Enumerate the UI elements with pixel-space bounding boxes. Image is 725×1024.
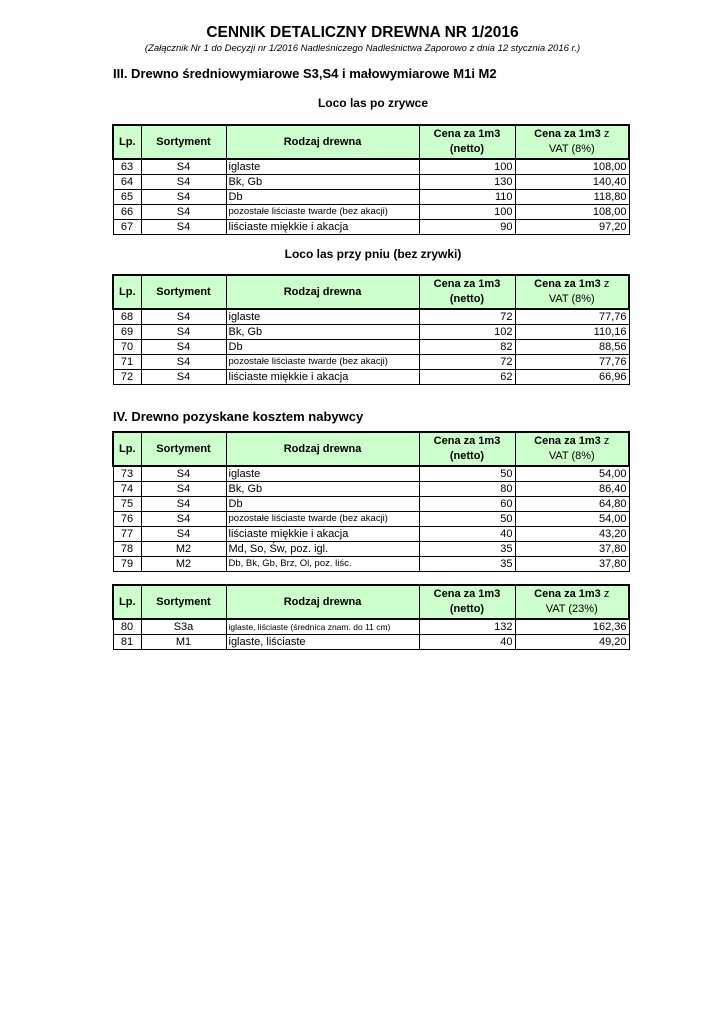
table-body [113, 309, 629, 384]
cell-sortyment: S4 [141, 324, 226, 339]
cell-netto: 100 [419, 159, 515, 174]
cell-lp: 70 [113, 339, 141, 354]
cell-netto: 72 [419, 354, 515, 369]
table-header-row [113, 275, 629, 309]
cell-sortyment: S4 [141, 309, 226, 324]
cell-netto: 110 [419, 189, 515, 204]
header-sortyment: Sortyment [141, 432, 226, 466]
cell-lp: 81 [113, 634, 141, 649]
cell-vat: 66,96 [515, 369, 629, 384]
cell-sortyment: S4 [141, 159, 226, 174]
header-rodzaj: Rodzaj drewna [226, 432, 419, 466]
cell-rodzaj: liściaste miękkie i akacja [226, 219, 419, 234]
table-body [113, 619, 629, 649]
header-lp: Lp. [113, 125, 141, 159]
cell-sortyment: S4 [141, 339, 226, 354]
cell-sortyment: S4 [141, 511, 226, 526]
table-row [113, 619, 629, 634]
cell-vat: 108,00 [515, 159, 629, 174]
cell-rodzaj: iglaste [226, 159, 419, 174]
cell-vat: 108,00 [515, 204, 629, 219]
page-subtitle: (Załącznik Nr 1 do Decyzji nr 1/2016 Nadleśniczego Nadleśnictwa Zaporowo z dnia 12 stycznia 2016 r.) [144, 43, 581, 54]
table-row [113, 541, 629, 556]
cell-netto: 132 [419, 619, 515, 634]
header-sortyment: Sortyment [141, 585, 226, 619]
header-lp: Lp. [113, 275, 141, 309]
cell-lp: 66 [113, 204, 141, 219]
cell-sortyment: S4 [141, 174, 226, 189]
table-row [113, 511, 629, 526]
cell-rodzaj: Db [226, 496, 419, 511]
cell-sortyment: S4 [141, 369, 226, 384]
cell-netto: 72 [419, 309, 515, 324]
cell-netto: 100 [419, 204, 515, 219]
table-row [113, 159, 629, 174]
cell-rodzaj: pozostałe liściaste twarde (bez akacji) [226, 511, 419, 526]
table-row [113, 219, 629, 234]
cell-netto: 50 [419, 466, 515, 481]
header-netto: Cena za 1m3 (netto) [419, 432, 515, 466]
cell-vat: 77,76 [515, 309, 629, 324]
header-vat: Cena za 1m3 z VAT (8%) [515, 432, 629, 466]
header-sortyment: Sortyment [141, 275, 226, 309]
cell-rodzaj: liściaste miękkie i akacja [226, 526, 419, 541]
table-body [113, 466, 629, 571]
cell-rodzaj: Md, So, Św, poz. igl. [226, 541, 419, 556]
cell-lp: 76 [113, 511, 141, 526]
cell-sortyment: S4 [141, 189, 226, 204]
cell-netto: 130 [419, 174, 515, 189]
cell-netto: 40 [419, 634, 515, 649]
cell-rodzaj: iglaste [226, 466, 419, 481]
cell-vat: 88,56 [515, 339, 629, 354]
cell-rodzaj: Db, Bk, Gb, Brz, Ol, poz. liśc. [226, 556, 419, 571]
table-row [113, 354, 629, 369]
table-row [113, 481, 629, 496]
cell-netto: 90 [419, 219, 515, 234]
table-row [113, 189, 629, 204]
cell-netto: 62 [419, 369, 515, 384]
cell-vat: 86,40 [515, 481, 629, 496]
cell-rodzaj: Bk, Gb [226, 481, 419, 496]
table-header-row [113, 585, 629, 619]
cell-netto: 35 [419, 541, 515, 556]
cell-sortyment: S4 [141, 481, 226, 496]
cell-lp: 78 [113, 541, 141, 556]
cell-sortyment: S4 [141, 204, 226, 219]
header-lp: Lp. [113, 432, 141, 466]
cell-lp: 80 [113, 619, 141, 634]
cell-lp: 68 [113, 309, 141, 324]
table-row [113, 466, 629, 481]
cell-lp: 65 [113, 189, 141, 204]
cell-netto: 35 [419, 556, 515, 571]
cell-vat: 162,36 [515, 619, 629, 634]
header-netto: Cena za 1m3 (netto) [419, 125, 515, 159]
cell-rodzaj: iglaste, liściaste (średnica znam. do 11 cm) [226, 619, 419, 634]
table-row [113, 339, 629, 354]
cell-rodzaj: pozostałe liściaste twarde (bez akacji) [226, 354, 419, 369]
cell-sortyment: S3a [141, 619, 226, 634]
cell-sortyment: S4 [141, 354, 226, 369]
cell-sortyment: M1 [141, 634, 226, 649]
cell-vat: 54,00 [515, 466, 629, 481]
cell-rodzaj: iglaste, liściaste [226, 634, 419, 649]
table-row [113, 634, 629, 649]
section-3-subheading-zrywka: Loco las po zrywce [317, 96, 429, 110]
header-rodzaj: Rodzaj drewna [226, 585, 419, 619]
cell-rodzaj: Bk, Gb [226, 174, 419, 189]
section-4-heading: IV. Drewno pozyskane kosztem nabywcy [113, 409, 364, 424]
header-lp: Lp. [113, 585, 141, 619]
cell-netto: 82 [419, 339, 515, 354]
cell-lp: 67 [113, 219, 141, 234]
header-vat: Cena za 1m3 z VAT (8%) [515, 125, 629, 159]
cell-lp: 79 [113, 556, 141, 571]
cell-lp: 73 [113, 466, 141, 481]
cell-vat: 118,80 [515, 189, 629, 204]
cell-vat: 64,80 [515, 496, 629, 511]
table-row [113, 324, 629, 339]
table-body [113, 159, 629, 234]
price-table-2 [112, 274, 630, 385]
price-table-4 [112, 584, 630, 650]
cell-lp: 77 [113, 526, 141, 541]
cell-vat: 37,80 [515, 556, 629, 571]
table-header-row [113, 125, 629, 159]
cell-rodzaj: liściaste miękkie i akacja [226, 369, 419, 384]
cell-netto: 102 [419, 324, 515, 339]
page-title: CENNIK DETALICZNY DREWNA NR 1/2016 [206, 24, 519, 41]
table-row [113, 496, 629, 511]
price-table-3 [112, 431, 630, 572]
header-vat: Cena za 1m3 z VAT (23%) [515, 585, 629, 619]
cell-vat: 54,00 [515, 511, 629, 526]
cell-netto: 80 [419, 481, 515, 496]
cell-netto: 60 [419, 496, 515, 511]
table-row [113, 204, 629, 219]
cell-vat: 140,40 [515, 174, 629, 189]
header-rodzaj: Rodzaj drewna [226, 125, 419, 159]
cell-sortyment: S4 [141, 526, 226, 541]
cell-rodzaj: Db [226, 189, 419, 204]
cell-sortyment: M2 [141, 541, 226, 556]
price-table-1 [112, 124, 630, 235]
cell-vat: 97,20 [515, 219, 629, 234]
table-row [113, 309, 629, 324]
cell-vat: 43,20 [515, 526, 629, 541]
table-row [113, 556, 629, 571]
cell-rodzaj: Bk, Gb [226, 324, 419, 339]
cell-vat: 49,20 [515, 634, 629, 649]
cell-sortyment: S4 [141, 219, 226, 234]
cell-sortyment: S4 [141, 496, 226, 511]
cell-sortyment: M2 [141, 556, 226, 571]
table-row [113, 369, 629, 384]
header-netto: Cena za 1m3 (netto) [419, 585, 515, 619]
cell-lp: 64 [113, 174, 141, 189]
cell-vat: 110,16 [515, 324, 629, 339]
header-sortyment: Sortyment [141, 125, 226, 159]
header-vat: Cena za 1m3 z VAT (8%) [515, 275, 629, 309]
cell-rodzaj: iglaste [226, 309, 419, 324]
cell-lp: 63 [113, 159, 141, 174]
header-rodzaj: Rodzaj drewna [226, 275, 419, 309]
table-row [113, 526, 629, 541]
cell-rodzaj: pozostałe liściaste twarde (bez akacji) [226, 204, 419, 219]
cell-netto: 50 [419, 511, 515, 526]
table-header-row [113, 432, 629, 466]
header-netto: Cena za 1m3 (netto) [419, 275, 515, 309]
cell-sortyment: S4 [141, 466, 226, 481]
cell-rodzaj: Db [226, 339, 419, 354]
cell-vat: 77,76 [515, 354, 629, 369]
section-3-heading: III. Drewno średniowymiarowe S3,S4 i małowymiarowe M1i M2 [113, 66, 497, 81]
section-3-subheading-pien: Loco las przy pniu (bez zrywki) [284, 247, 462, 261]
cell-vat: 37,80 [515, 541, 629, 556]
table-row [113, 174, 629, 189]
cell-lp: 69 [113, 324, 141, 339]
cell-lp: 71 [113, 354, 141, 369]
cell-netto: 40 [419, 526, 515, 541]
cell-lp: 72 [113, 369, 141, 384]
cell-lp: 74 [113, 481, 141, 496]
cell-lp: 75 [113, 496, 141, 511]
